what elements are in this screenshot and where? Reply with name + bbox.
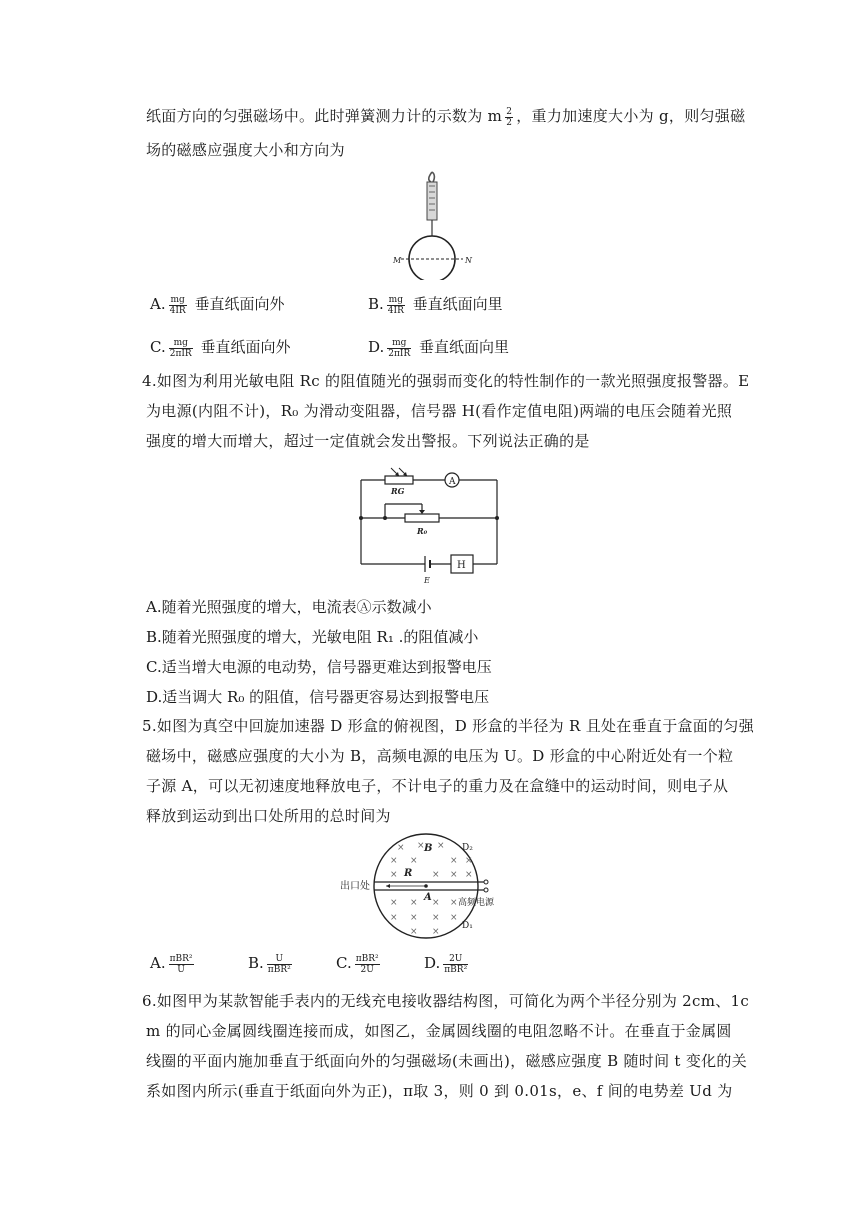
q5-text-line2: 磁场中，磁感应强度的大小为 B，高频电源的电压为 U。D 形盒的中心附近处有一个粒 (146, 747, 734, 765)
q5-option-c[interactable]: C. $\frac{\text{πBR²}}{2U}$ (336, 953, 379, 975)
q4-circuit-figure (355, 460, 505, 586)
r-label: R (404, 868, 413, 879)
svg-text:×: × (397, 843, 405, 853)
svg-text:×: × (432, 913, 440, 923)
q5-option-a[interactable]: A. $\frac{\text{πBR²}}{U}$ (150, 953, 193, 975)
q3-spring-scale-ring-figure (385, 168, 485, 280)
exit-label: 出口处 (340, 881, 370, 892)
q4-option-d[interactable]: D.适当调大 R₀ 的阻值，信号器更容易达到报警电压 (146, 688, 490, 706)
q3-text-line1: 纸面方向的匀强磁场中。此时弹簧测力计的示数为 m $\frac{2}{2}$ ，重力加速度大小为 g，则匀强磁 (146, 106, 746, 128)
svg-text:×: × (410, 898, 418, 908)
ammeter-label: A (449, 477, 456, 487)
svg-text:×: × (450, 856, 458, 866)
q5-text-line1: 5.如图为真空中回旋加速器 D 形盒的俯视图，D 形盒的半径为 R 且处在垂直于盒面的匀强 (142, 717, 755, 735)
q4-option-a[interactable]: A.随着光照强度的增大，电流表Ⓐ示数减小 (146, 598, 432, 616)
svg-text:×: × (432, 927, 440, 937)
q3-option-b[interactable]: B. $\frac{mg}{4IR}$ 垂直纸面向里 (368, 294, 503, 316)
q3-option-d[interactable]: D. $\frac{mg}{\text{2πIR}}$ 垂直纸面向里 (368, 337, 510, 359)
q6-text-line4: 系如图内所示(垂直于纸面向外为正)，π取 3，则 0 到 0.01s，e、f 间的电势差 Ud 为 (146, 1082, 733, 1100)
q4-option-b[interactable]: B.随着光照强度的增大，光敏电阻 R₁ .的阻值减小 (146, 628, 479, 646)
q3-text-line2: 场的磁感应强度大小和方向为 (146, 141, 345, 159)
svg-text:×: × (437, 841, 445, 851)
h-label: H (457, 560, 466, 571)
q3-inline-fraction: $\frac{2}{2}$ (506, 106, 513, 128)
q5-text-line4: 释放到运动到出口处所用的总时间为 (146, 807, 391, 825)
svg-text:×: × (432, 898, 440, 908)
b-label: B (424, 843, 433, 854)
svg-text:×: × (450, 870, 458, 880)
d2-label: D₂ (462, 843, 473, 853)
svg-text:×: × (450, 913, 458, 923)
svg-text:×: × (410, 927, 418, 937)
q4-text-line1: 4.如图为利用光敏电阻 Rc 的阻值随光的强弱而变化的特性制作的一款光照强度报警器。E (142, 372, 750, 390)
q4-option-c[interactable]: C.适当增大电源的电动势，信号器更难达到报警电压 (146, 658, 492, 676)
q6-text-line2: m 的同心金属圆线圈连接而成，如图乙，金属圆线圈的电阻忽略不计。在垂直于金属圆 (146, 1022, 732, 1040)
source-label: 高频电源 (458, 898, 495, 908)
svg-text:×: × (450, 898, 458, 908)
q6-text-line3: 线圈的平面内施加垂直于纸面向外的匀强磁场(未画出)，磁感应强度 B 随时间 t 变化的关 (146, 1052, 748, 1070)
svg-text:×: × (390, 913, 398, 923)
r0-label: R₀ (417, 526, 428, 536)
rg-label: RG (391, 486, 405, 496)
e-label: E (424, 576, 430, 585)
svg-text:×: × (465, 856, 473, 866)
svg-text:×: × (417, 841, 425, 851)
label-m: M (393, 256, 402, 265)
q5-option-d[interactable]: D. $\frac{2U}{\text{πBR²}}$ (424, 953, 468, 975)
svg-text:×: × (390, 870, 398, 880)
svg-text:×: × (465, 870, 473, 880)
label-n: N (465, 256, 472, 265)
q5-cyclotron-figure (340, 832, 500, 944)
svg-text:×: × (410, 856, 418, 866)
d1-label: D₁ (462, 921, 473, 931)
q5-option-b[interactable]: B. $\frac{U}{\text{πBR²}}$ (248, 953, 291, 975)
q6-text-line1: 6.如图甲为某款智能手表内的无线充电接收器结构图，可简化为两个半径分别为 2cm、1c (142, 992, 750, 1010)
q5-text-line3: 子源 A，可以无初速度地释放电子，不计电子的重力及在盒缝中的运动时间，则电子从 (146, 777, 729, 795)
q3-option-c[interactable]: C. $\frac{mg}{\text{2πIR}}$ 垂直纸面向外 (150, 337, 291, 359)
q4-text-line3: 强度的增大而增大，超过一定值就会发出警报。下列说法正确的是 (146, 432, 590, 450)
svg-text:×: × (390, 856, 398, 866)
svg-text:×: × (390, 898, 398, 908)
q3-option-a[interactable]: A. $\frac{mg}{4IR}$ 垂直纸面向外 (150, 294, 285, 316)
a-label: A (424, 892, 432, 903)
svg-text:×: × (410, 913, 418, 923)
q4-text-line2: 为电源(内阻不计)，R₀ 为滑动变阻器，信号器 H(看作定值电阻)两端的电压会随着光照 (146, 402, 733, 420)
svg-text:×: × (432, 870, 440, 880)
